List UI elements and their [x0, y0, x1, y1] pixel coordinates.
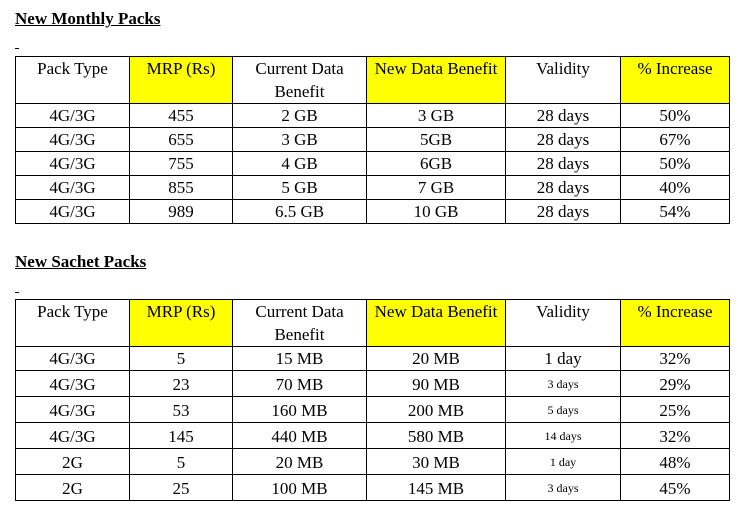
table-cell-new: 580 MB: [367, 423, 506, 449]
column-header: Pack Type: [16, 300, 130, 347]
column-header: Validity: [506, 300, 621, 347]
table-cell-pack-type: 4G/3G: [16, 152, 130, 176]
table-cell-mrp: 989: [130, 200, 233, 224]
table-cell-new: 20 MB: [367, 347, 506, 371]
table-cell-validity: [506, 475, 621, 501]
table-cell-pack-type: 4G/3G: [16, 176, 130, 200]
column-header: New Data Benefit: [367, 300, 506, 347]
table-cell-new: 6GB: [367, 152, 506, 176]
table-cell-increase: 29%: [621, 371, 730, 397]
table-cell-validity: [506, 449, 621, 475]
title-tick-mark: [15, 292, 19, 293]
table-cell-current: 5 GB: [233, 176, 367, 200]
table-cell-validity: [506, 423, 621, 449]
column-header: New Data Benefit: [367, 57, 506, 104]
monthly-table-body: [16, 57, 730, 224]
table-cell-pack-type: 2G: [16, 449, 130, 475]
table-cell-validity: 28 days: [506, 176, 621, 200]
header-row: [16, 57, 730, 104]
table-cell-validity: [506, 397, 621, 423]
table-cell-pack-type: 4G/3G: [16, 347, 130, 371]
validity-value: 1 day: [549, 455, 577, 469]
sachet-packs-table: [15, 299, 730, 501]
table-row: [16, 128, 730, 152]
column-header: MRP (Rs): [130, 57, 233, 104]
table-cell-mrp: 655: [130, 128, 233, 152]
title-tick-mark: [15, 48, 19, 49]
table-cell-pack-type: 4G/3G: [16, 128, 130, 152]
column-header: MRP (Rs): [130, 300, 233, 347]
table-cell-new: 90 MB: [367, 371, 506, 397]
table-cell-mrp: 855: [130, 176, 233, 200]
table-cell-increase: 50%: [621, 104, 730, 128]
table-cell-mrp: 5: [130, 347, 233, 371]
column-header: Current Data Benefit: [233, 300, 367, 347]
table-cell-current: 440 MB: [233, 423, 367, 449]
sachet-table-body: [16, 300, 730, 501]
column-header: % Increase: [621, 300, 730, 347]
table-cell-pack-type: 4G/3G: [16, 397, 130, 423]
table-cell-current: 70 MB: [233, 371, 367, 397]
table-cell-increase: 50%: [621, 152, 730, 176]
monthly-packs-table: [15, 56, 730, 224]
table-cell-pack-type: 4G/3G: [16, 200, 130, 224]
table-cell-mrp: 53: [130, 397, 233, 423]
table-cell-mrp: 755: [130, 152, 233, 176]
validity-value: 3 days: [547, 481, 579, 495]
table-row: [16, 423, 730, 449]
column-header: Current Data Benefit: [233, 57, 367, 104]
table-row: [16, 152, 730, 176]
table-cell-new: 200 MB: [367, 397, 506, 423]
table-cell-increase: 67%: [621, 128, 730, 152]
column-header: % Increase: [621, 57, 730, 104]
table-cell-new: 30 MB: [367, 449, 506, 475]
table-cell-increase: 40%: [621, 176, 730, 200]
table-cell-validity: [506, 371, 621, 397]
table-cell-validity: 28 days: [506, 200, 621, 224]
table-cell-mrp: 25: [130, 475, 233, 501]
table-cell-validity: 28 days: [506, 104, 621, 128]
table-cell-mrp: 5: [130, 449, 233, 475]
monthly-packs-title: New Monthly Packs: [15, 9, 161, 28]
table-cell-current: 3 GB: [233, 128, 367, 152]
table-cell-validity: 1 day: [506, 347, 621, 371]
table-cell-mrp: 23: [130, 371, 233, 397]
table-row: [16, 176, 730, 200]
table-cell-increase: 32%: [621, 423, 730, 449]
validity-value: 3 days: [547, 377, 579, 391]
table-cell-current: 4 GB: [233, 152, 367, 176]
table-row: [16, 371, 730, 397]
table-cell-new: 10 GB: [367, 200, 506, 224]
table-cell-new: 145 MB: [367, 475, 506, 501]
table-row: [16, 397, 730, 423]
table-cell-increase: 25%: [621, 397, 730, 423]
table-cell-current: 2 GB: [233, 104, 367, 128]
table-cell-mrp: 145: [130, 423, 233, 449]
validity-value: 5 days: [547, 403, 579, 417]
table-cell-increase: 45%: [621, 475, 730, 501]
table-cell-new: 5GB: [367, 128, 506, 152]
table-cell-new: 3 GB: [367, 104, 506, 128]
table-row: [16, 347, 730, 371]
table-cell-validity: 28 days: [506, 128, 621, 152]
table-row: [16, 200, 730, 224]
table-cell-mrp: 455: [130, 104, 233, 128]
table-row: [16, 104, 730, 128]
table-cell-pack-type: 4G/3G: [16, 423, 130, 449]
table-cell-validity: 28 days: [506, 152, 621, 176]
table-cell-increase: 48%: [621, 449, 730, 475]
table-cell-current: 160 MB: [233, 397, 367, 423]
table-cell-pack-type: 4G/3G: [16, 104, 130, 128]
table-cell-current: 100 MB: [233, 475, 367, 501]
table-cell-pack-type: 4G/3G: [16, 371, 130, 397]
column-header: Validity: [506, 57, 621, 104]
table-cell-current: 20 MB: [233, 449, 367, 475]
table-cell-current: 6.5 GB: [233, 200, 367, 224]
table-cell-increase: 32%: [621, 347, 730, 371]
table-row: [16, 449, 730, 475]
header-row: [16, 300, 730, 347]
table-row: [16, 475, 730, 501]
table-cell-current: 15 MB: [233, 347, 367, 371]
sachet-packs-title: New Sachet Packs: [15, 252, 147, 271]
table-cell-increase: 54%: [621, 200, 730, 224]
table-cell-new: 7 GB: [367, 176, 506, 200]
validity-value: 14 days: [544, 429, 582, 443]
column-header: Pack Type: [16, 57, 130, 104]
table-cell-pack-type: 2G: [16, 475, 130, 501]
